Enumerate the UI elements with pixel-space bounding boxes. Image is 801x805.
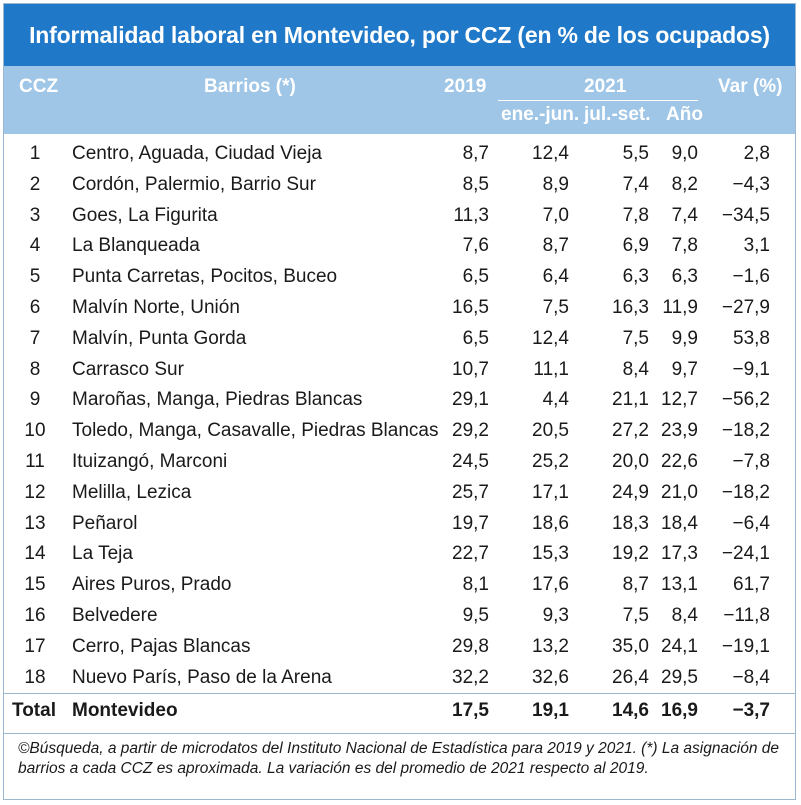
- row-var: −7,8: [732, 450, 770, 472]
- row-anio: 7,4: [671, 204, 698, 226]
- row-ene-jun: 17,1: [532, 481, 569, 503]
- row-ene-jun: 6,4: [542, 266, 569, 288]
- row-jul-set: 35,0: [612, 635, 649, 657]
- row-ene-jun: 11,1: [533, 358, 569, 380]
- row-ccz: 1: [29, 143, 41, 164]
- table-frame: [3, 3, 796, 800]
- row-ene-jun: 32,6: [532, 666, 569, 688]
- row-ene-jun: 4,4: [542, 389, 569, 411]
- row-anio: 9,0: [671, 143, 698, 164]
- row-var: 3,1: [743, 235, 770, 257]
- row-anio: 29,5: [661, 666, 698, 688]
- row-2019: 25,7: [452, 481, 489, 503]
- row-ccz: 3: [29, 204, 41, 226]
- row-2019: 29,8: [452, 635, 489, 657]
- row-ccz: 6: [29, 296, 41, 318]
- header-var: Var (%): [718, 76, 783, 97]
- total-divider: [4, 693, 795, 694]
- total-row: [4, 696, 795, 726]
- row-barrios: Maroñas, Manga, Piedras Blancas: [72, 389, 363, 411]
- row-ccz: 5: [29, 266, 41, 288]
- row-jul-set: 7,4: [622, 173, 649, 195]
- table-title: [4, 4, 795, 66]
- row-ene-jun: 9,3: [542, 604, 569, 626]
- row-2019: 8,1: [462, 574, 489, 596]
- row-ccz: 9: [29, 389, 41, 411]
- row-anio: 18,4: [661, 512, 698, 534]
- footnote-divider: [4, 733, 795, 734]
- row-barrios: Toledo, Manga, Casavalle, Piedras Blancas: [72, 420, 439, 442]
- row-anio: 7,8: [671, 235, 698, 257]
- row-jul-set: 21,1: [612, 389, 649, 411]
- table-row: [4, 292, 795, 323]
- row-jul-set: 16,3: [612, 296, 649, 318]
- total-ene-jun: 19,1: [532, 700, 569, 721]
- row-2019: 29,1: [452, 389, 489, 411]
- row-barrios: Cerro, Pajas Blancas: [72, 635, 251, 657]
- footnote: ©Búsqueda, a partir de microdatos del Instituto Nacional de Estadística para 2019 y 2021. (*) La asignación de barrios a cada CCZ es aproximada. La variación es del promedio de 2021 respecto al 2019.: [18, 740, 780, 777]
- row-barrios: Centro, Aguada, Ciudad Vieja: [72, 143, 322, 164]
- table-row: [4, 508, 795, 539]
- row-jul-set: 24,9: [612, 481, 649, 503]
- row-var: −18,2: [721, 481, 770, 503]
- row-2019: 8,7: [462, 143, 489, 164]
- row-var: 61,7: [733, 574, 770, 596]
- row-jul-set: 27,2: [612, 420, 649, 442]
- row-ene-jun: 12,4: [532, 327, 569, 349]
- row-barrios: La Blanqueada: [72, 235, 200, 257]
- row-barrios: Punta Carretas, Pocitos, Buceo: [72, 266, 338, 288]
- row-jul-set: 20,0: [612, 450, 649, 472]
- row-ccz: 16: [24, 604, 46, 626]
- row-ene-jun: 8,7: [542, 235, 569, 257]
- header-ene-jun: ene.-jun.: [501, 104, 580, 125]
- row-jul-set: 8,4: [622, 358, 649, 380]
- row-barrios: Cordón, Palermio, Barrio Sur: [72, 173, 316, 195]
- row-var: 53,8: [733, 327, 770, 349]
- table-row: [4, 354, 795, 385]
- row-anio: 21,0: [661, 481, 698, 503]
- header-2021: 2021: [584, 76, 627, 97]
- row-anio: 24,1: [661, 635, 698, 657]
- header-anio: Año: [666, 104, 703, 125]
- row-ene-jun: 20,5: [532, 420, 569, 442]
- row-anio: 9,9: [671, 327, 698, 349]
- total-jul-set: 14,6: [612, 700, 649, 721]
- row-barrios: Nuevo París, Paso de la Arena: [72, 666, 332, 688]
- row-jul-set: 7,8: [622, 204, 649, 226]
- row-barrios: Malvín Norte, Unión: [72, 296, 240, 318]
- row-barrios: Malvín, Punta Gorda: [72, 327, 247, 349]
- row-anio: 17,3: [661, 543, 698, 565]
- row-ccz: 17: [24, 635, 46, 657]
- row-barrios: Peñarol: [72, 512, 138, 534]
- row-barrios: Belvedere: [72, 604, 158, 626]
- row-ccz: 14: [24, 543, 46, 565]
- row-ccz: 12: [24, 481, 46, 503]
- row-anio: 8,2: [671, 173, 698, 195]
- row-ccz: 15: [24, 574, 46, 596]
- row-ene-jun: 25,2: [532, 450, 569, 472]
- table-row: [4, 415, 795, 446]
- row-var: −24,1: [721, 543, 770, 565]
- total-anio: 16,9: [661, 700, 698, 721]
- table-row: [4, 261, 795, 292]
- row-jul-set: 6,3: [622, 266, 649, 288]
- row-2019: 8,5: [462, 173, 489, 195]
- row-ene-jun: 7,5: [542, 296, 569, 318]
- row-var: −19,1: [721, 635, 770, 657]
- row-barrios: Ituizangó, Marconi: [72, 450, 228, 472]
- header-2021-divider: [498, 100, 698, 101]
- table-row: [4, 538, 795, 569]
- total-2019: 17,5: [452, 700, 489, 721]
- row-anio: 11,9: [662, 296, 698, 318]
- row-var: −1,6: [732, 266, 770, 288]
- row-barrios: Aires Puros, Prado: [72, 574, 232, 596]
- row-2019: 7,6: [462, 235, 489, 257]
- table-row: [4, 569, 795, 600]
- row-anio: 12,7: [661, 389, 698, 411]
- row-ccz: 13: [24, 512, 46, 534]
- row-var: −8,4: [732, 666, 770, 688]
- row-ccz: 4: [29, 235, 41, 257]
- row-barrios: Carrasco Sur: [72, 358, 184, 380]
- table-row: [4, 384, 795, 415]
- row-var: −4,3: [732, 173, 770, 195]
- header-jul-set: jul.-set.: [584, 104, 651, 125]
- row-var: −27,9: [721, 296, 770, 318]
- row-jul-set: 26,4: [612, 666, 649, 688]
- row-ccz: 8: [29, 358, 41, 380]
- row-2019: 6,5: [462, 327, 489, 349]
- table-row: [4, 477, 795, 508]
- row-2019: 29,2: [452, 420, 489, 442]
- title-text: Informalidad laboral en Montevideo, por CCZ (en % de los ocupados): [29, 21, 770, 48]
- row-ene-jun: 17,6: [532, 574, 569, 596]
- table-row: [4, 323, 795, 354]
- row-ccz: 18: [24, 666, 46, 688]
- row-barrios: Melilla, Lezica: [72, 481, 192, 503]
- row-jul-set: 7,5: [622, 327, 649, 349]
- row-jul-set: 19,2: [612, 543, 649, 565]
- row-ene-jun: 15,3: [532, 543, 569, 565]
- row-ccz: 7: [29, 327, 41, 349]
- row-ccz: 10: [24, 420, 46, 442]
- row-var: −56,2: [721, 389, 770, 411]
- header-2019: 2019: [444, 76, 487, 97]
- row-ene-jun: 12,4: [532, 143, 569, 164]
- row-var: 2,8: [743, 143, 770, 164]
- row-var: −18,2: [721, 420, 770, 442]
- row-jul-set: 18,3: [612, 512, 649, 534]
- row-var: −6,4: [732, 512, 770, 534]
- table-row: [4, 631, 795, 662]
- row-2019: 19,7: [452, 512, 489, 534]
- header-barrios: Barrios (*): [204, 76, 296, 97]
- row-2019: 22,7: [452, 543, 489, 565]
- row-anio: 13,1: [661, 574, 698, 596]
- row-ccz: 11: [25, 450, 45, 472]
- row-var: −11,8: [723, 604, 770, 626]
- row-var: −9,1: [732, 358, 770, 380]
- table-body: [4, 138, 795, 692]
- header-ccz: CCZ: [19, 76, 59, 97]
- table-row: [4, 230, 795, 261]
- row-anio: 6,3: [671, 266, 698, 288]
- table-row: [4, 662, 795, 693]
- row-anio: 8,4: [671, 604, 698, 626]
- row-anio: 22,6: [661, 450, 698, 472]
- total-var: −3,7: [732, 700, 770, 721]
- table-row: [4, 446, 795, 477]
- table-row: [4, 169, 795, 200]
- table-row: [4, 600, 795, 631]
- row-2019: 32,2: [452, 666, 489, 688]
- row-var: −34,5: [721, 204, 770, 226]
- row-jul-set: 8,7: [622, 574, 649, 596]
- row-2019: 10,7: [452, 358, 489, 380]
- row-ene-jun: 18,6: [532, 512, 569, 534]
- row-2019: 11,3: [453, 204, 489, 226]
- row-barrios: Goes, La Figurita: [72, 204, 218, 226]
- row-ccz: 2: [29, 173, 41, 195]
- table-row: [4, 138, 795, 169]
- row-jul-set: 7,5: [622, 604, 649, 626]
- row-jul-set: 5,5: [622, 143, 649, 164]
- column-header: [4, 66, 795, 134]
- row-anio: 9,7: [671, 358, 698, 380]
- row-anio: 23,9: [661, 420, 698, 442]
- total-label: Total: [12, 700, 56, 721]
- row-barrios: La Teja: [72, 543, 133, 565]
- row-ene-jun: 8,9: [542, 173, 569, 195]
- row-2019: 16,5: [452, 296, 489, 318]
- table-row: [4, 200, 795, 231]
- row-ene-jun: 7,0: [542, 204, 569, 226]
- row-2019: 6,5: [462, 266, 489, 288]
- row-2019: 24,5: [452, 450, 489, 472]
- row-ene-jun: 13,2: [532, 635, 569, 657]
- total-name: Montevideo: [72, 700, 178, 721]
- row-2019: 9,5: [462, 604, 489, 626]
- row-jul-set: 6,9: [622, 235, 649, 257]
